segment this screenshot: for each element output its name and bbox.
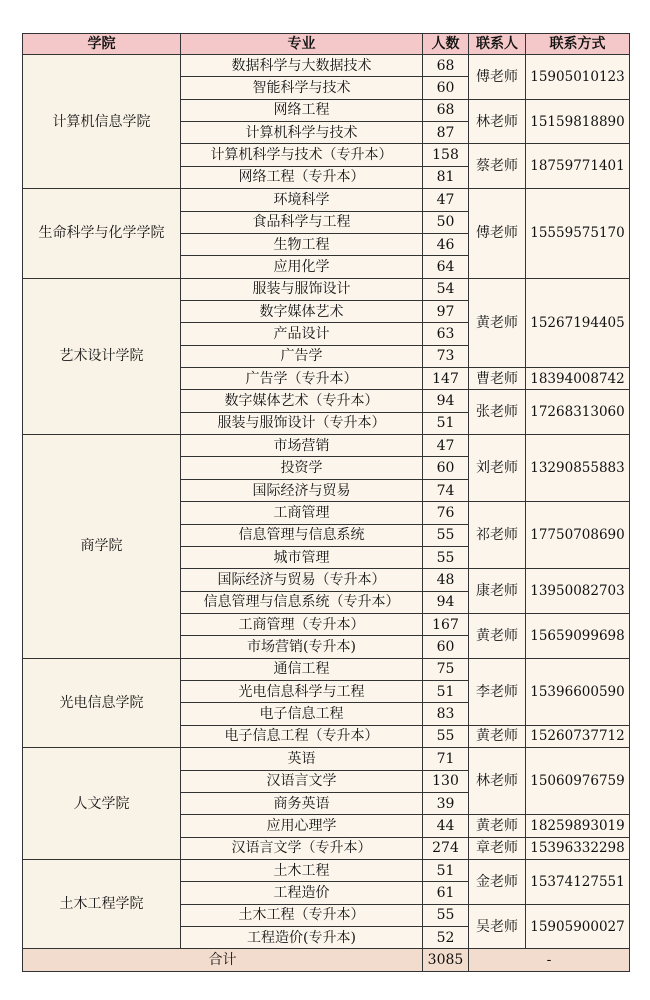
count-cell: 47 — [423, 435, 469, 457]
major-cell: 土木工程（专升本） — [181, 904, 423, 926]
contact-name-cell: 林老师 — [469, 748, 526, 815]
count-cell: 52 — [423, 927, 469, 949]
count-cell: 147 — [423, 368, 469, 390]
table-row — [23, 278, 630, 300]
table-row — [23, 189, 630, 211]
major-cell: 国际经济与贸易 — [181, 479, 423, 501]
count-cell: 48 — [423, 569, 469, 591]
major-cell: 应用心理学 — [181, 815, 423, 837]
count-cell: 76 — [423, 502, 469, 524]
table-row — [23, 748, 630, 770]
contact-phone-cell: 15396600590 — [526, 658, 630, 725]
major-cell: 投资学 — [181, 457, 423, 479]
contact-phone-cell: 15905900027 — [526, 904, 630, 949]
count-cell: 73 — [423, 345, 469, 367]
major-cell: 网络工程 — [181, 99, 423, 121]
count-cell: 130 — [423, 770, 469, 792]
contact-phone-cell: 18259893019 — [526, 815, 630, 837]
enrollment-table — [22, 33, 630, 972]
header-contact: 联系人 — [469, 34, 526, 55]
count-cell: 54 — [423, 278, 469, 300]
major-cell: 市场营销 — [181, 435, 423, 457]
count-cell: 55 — [423, 725, 469, 747]
table-row — [23, 859, 630, 881]
total-label: 合计 — [23, 949, 423, 971]
contact-name-cell: 刘老师 — [469, 435, 526, 502]
contact-name-cell: 张老师 — [469, 390, 526, 435]
major-cell: 数据科学与大数据技术 — [181, 55, 423, 77]
major-cell: 工程造价 — [181, 882, 423, 904]
major-cell: 工商管理 — [181, 502, 423, 524]
count-cell: 61 — [423, 882, 469, 904]
total-contact: - — [469, 949, 630, 971]
contact-phone-cell: 18759771401 — [526, 144, 630, 189]
contact-name-cell: 傅老师 — [469, 55, 526, 100]
major-cell: 通信工程 — [181, 658, 423, 680]
table-row — [23, 55, 630, 77]
major-cell: 工程造价(专升本) — [181, 927, 423, 949]
total-count: 3085 — [423, 949, 469, 971]
major-cell: 信息管理与信息系统 — [181, 524, 423, 546]
college-cell: 艺术设计学院 — [23, 278, 181, 435]
major-cell: 数字媒体艺术（专升本） — [181, 390, 423, 412]
count-cell: 68 — [423, 55, 469, 77]
major-cell: 国际经济与贸易（专升本） — [181, 569, 423, 591]
count-cell: 60 — [423, 77, 469, 99]
count-cell: 83 — [423, 703, 469, 725]
major-cell: 生物工程 — [181, 233, 423, 255]
count-cell: 274 — [423, 837, 469, 859]
major-cell: 电子信息工程（专升本） — [181, 725, 423, 747]
major-cell: 英语 — [181, 748, 423, 770]
contact-name-cell: 黄老师 — [469, 815, 526, 837]
table-row — [23, 658, 630, 680]
header-major: 专业 — [181, 34, 423, 55]
count-cell: 97 — [423, 300, 469, 322]
college-cell: 土木工程学院 — [23, 859, 181, 948]
contact-phone-cell: 13290855883 — [526, 435, 630, 502]
count-cell: 71 — [423, 748, 469, 770]
table-body — [23, 55, 630, 972]
contact-phone-cell: 17268313060 — [526, 390, 630, 435]
contact-phone-cell: 15267194405 — [526, 278, 630, 367]
count-cell: 60 — [423, 457, 469, 479]
major-cell: 计算机科学与技术 — [181, 122, 423, 144]
college-cell: 商学院 — [23, 435, 181, 659]
college-cell: 生命科学与化学学院 — [23, 189, 181, 278]
count-cell: 94 — [423, 591, 469, 613]
major-cell: 服装与服饰设计（专升本） — [181, 412, 423, 434]
count-cell: 87 — [423, 122, 469, 144]
header-phone: 联系方式 — [526, 34, 630, 55]
count-cell: 64 — [423, 256, 469, 278]
contact-phone-cell: 13950082703 — [526, 569, 630, 614]
major-cell: 智能科学与技术 — [181, 77, 423, 99]
count-cell: 81 — [423, 166, 469, 188]
contact-phone-cell: 18394008742 — [526, 368, 630, 390]
count-cell: 68 — [423, 99, 469, 121]
count-cell: 46 — [423, 233, 469, 255]
college-cell: 计算机信息学院 — [23, 55, 181, 189]
contact-phone-cell: 15905010123 — [526, 55, 630, 100]
contact-name-cell: 李老师 — [469, 658, 526, 725]
header-count: 人数 — [423, 34, 469, 55]
major-cell: 电子信息工程 — [181, 703, 423, 725]
major-cell: 土木工程 — [181, 859, 423, 881]
major-cell: 广告学（专升本） — [181, 368, 423, 390]
contact-phone-cell: 15159818890 — [526, 99, 630, 144]
contact-phone-cell: 15260737712 — [526, 725, 630, 747]
count-cell: 51 — [423, 681, 469, 703]
count-cell: 75 — [423, 658, 469, 680]
contact-name-cell: 黄老师 — [469, 278, 526, 367]
count-cell: 51 — [423, 859, 469, 881]
contact-name-cell: 林老师 — [469, 99, 526, 144]
contact-name-cell: 金老师 — [469, 859, 526, 904]
count-cell: 39 — [423, 792, 469, 814]
major-cell: 环境科学 — [181, 189, 423, 211]
count-cell: 55 — [423, 524, 469, 546]
count-cell: 158 — [423, 144, 469, 166]
major-cell: 产品设计 — [181, 323, 423, 345]
header-row — [23, 34, 630, 55]
count-cell: 94 — [423, 390, 469, 412]
count-cell: 47 — [423, 189, 469, 211]
contact-name-cell: 黄老师 — [469, 725, 526, 747]
major-cell: 信息管理与信息系统（专升本） — [181, 591, 423, 613]
count-cell: 63 — [423, 323, 469, 345]
major-cell: 汉语言文学（专升本） — [181, 837, 423, 859]
count-cell: 167 — [423, 613, 469, 635]
major-cell: 计算机科学与技术（专升本） — [181, 144, 423, 166]
table-row — [23, 435, 630, 457]
contact-name-cell: 祁老师 — [469, 502, 526, 569]
count-cell: 50 — [423, 211, 469, 233]
contact-name-cell: 康老师 — [469, 569, 526, 614]
contact-name-cell: 曹老师 — [469, 368, 526, 390]
count-cell: 74 — [423, 479, 469, 501]
count-cell: 44 — [423, 815, 469, 837]
count-cell: 55 — [423, 904, 469, 926]
count-cell: 55 — [423, 546, 469, 568]
college-cell: 光电信息学院 — [23, 658, 181, 747]
major-cell: 数字媒体艺术 — [181, 300, 423, 322]
major-cell: 服装与服饰设计 — [181, 278, 423, 300]
major-cell: 广告学 — [181, 345, 423, 367]
contact-phone-cell: 15374127551 — [526, 859, 630, 904]
count-cell: 51 — [423, 412, 469, 434]
contact-name-cell: 吴老师 — [469, 904, 526, 949]
major-cell: 市场营销(专升本) — [181, 636, 423, 658]
college-cell: 人文学院 — [23, 748, 181, 860]
major-cell: 光电信息科学与工程 — [181, 681, 423, 703]
contact-name-cell: 章老师 — [469, 837, 526, 859]
count-cell: 60 — [423, 636, 469, 658]
major-cell: 网络工程（专升本） — [181, 166, 423, 188]
contact-phone-cell: 15060976759 — [526, 748, 630, 815]
contact-name-cell: 蔡老师 — [469, 144, 526, 189]
major-cell: 汉语言文学 — [181, 770, 423, 792]
major-cell: 工商管理（专升本） — [181, 613, 423, 635]
major-cell: 城市管理 — [181, 546, 423, 568]
contact-phone-cell: 17750708690 — [526, 502, 630, 569]
header-college: 学院 — [23, 34, 181, 55]
contact-name-cell: 傅老师 — [469, 189, 526, 278]
major-cell: 食品科学与工程 — [181, 211, 423, 233]
contact-name-cell: 黄老师 — [469, 613, 526, 658]
contact-phone-cell: 15559575170 — [526, 189, 630, 278]
contact-phone-cell: 15659099698 — [526, 613, 630, 658]
major-cell: 应用化学 — [181, 256, 423, 278]
major-cell: 商务英语 — [181, 792, 423, 814]
contact-phone-cell: 15396332298 — [526, 837, 630, 859]
total-row — [23, 949, 630, 971]
